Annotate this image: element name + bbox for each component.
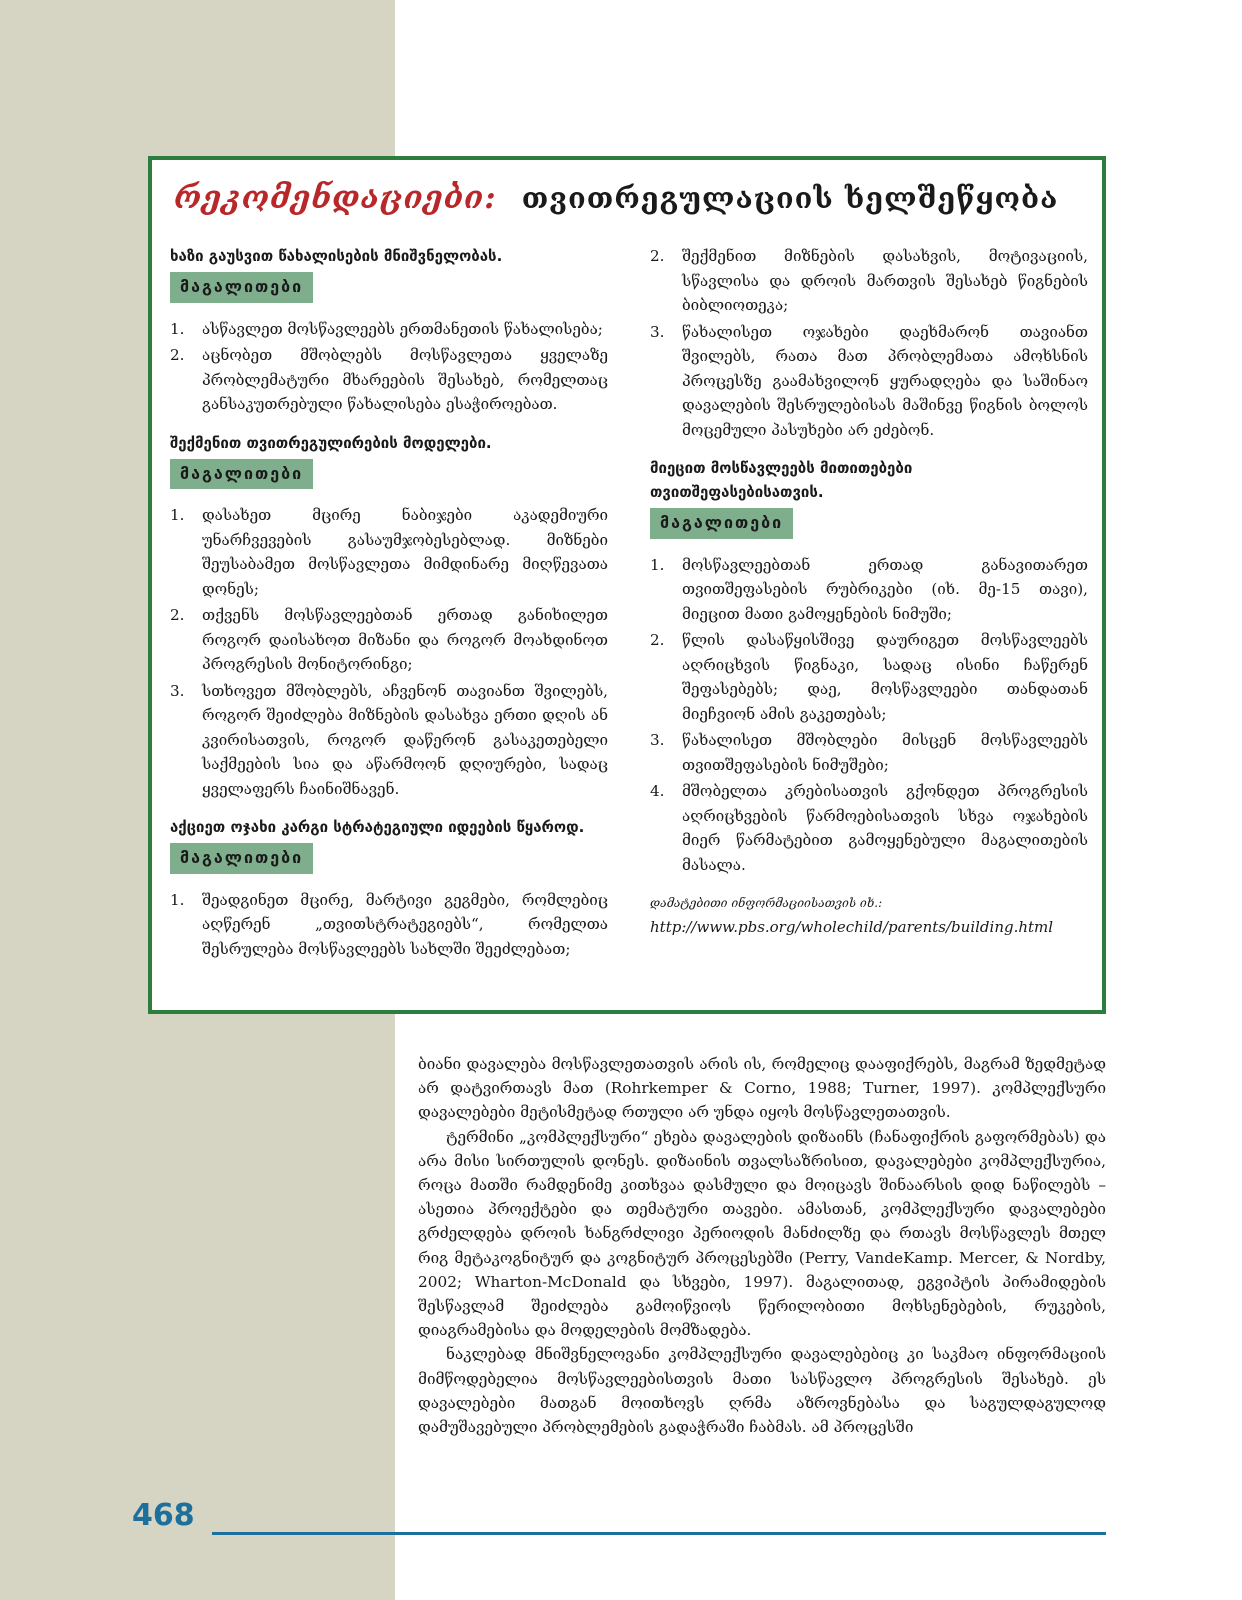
examples-list [170, 503, 608, 801]
examples-list [650, 553, 1088, 878]
section-heading: მიეცით მოსწავლეებს მითითებები თვითშეფასებისათვის. [650, 459, 913, 501]
item-number: 1. [170, 319, 185, 338]
item-text: წახალისეთ მშობლები მისცენ მოსწავლეებს თვითშეფასების ნიმუშები; [682, 731, 1088, 774]
examples-list [170, 888, 608, 962]
item-number: 4. [650, 782, 665, 800]
box-title-label: რეკომენდაციები: [174, 180, 497, 216]
examples-badge: მაგალითები [170, 843, 313, 874]
item-number: 2. [170, 606, 185, 624]
page-footer-rule [212, 1532, 1106, 1535]
more-info-note [650, 891, 1088, 940]
examples-badge: მაგალითები [170, 272, 313, 303]
box-title-topic: თვითრეგულაციის ხელშეწყობა [521, 181, 1059, 215]
section-heading: შექმენით თვითრეგულირების მოდელები. [170, 433, 492, 452]
item-number: 3. [650, 731, 665, 749]
body-text [418, 1052, 1106, 1439]
list-item [650, 628, 1088, 726]
examples-list-continued [650, 244, 1088, 442]
list-item [650, 728, 1088, 777]
item-number: 3. [170, 681, 185, 700]
item-text: წლის დასაწყისშივე დაურიგეთ მოსწავლეებს აღრიცხვის წიგნაკი, სადაც ისინი ჩაწერენ შეფასებებს; დაე, მოსწავლეები თანდათან მიეჩვიონ ამის გაკეთებას; [682, 631, 1088, 723]
list-item [170, 503, 608, 601]
list-item [170, 679, 608, 802]
page-number: 468 [132, 1498, 195, 1533]
item-number: 1. [170, 890, 185, 909]
list-item [170, 343, 608, 417]
item-number: 2. [650, 631, 665, 649]
more-info-link[interactable]: http://www.pbs.org/wholechild/parents/building.html [650, 918, 1054, 936]
item-number: 1. [650, 555, 665, 574]
item-text: მშობელთა კრებისათვის გქონდეთ პროგრესის აღრიცხვების წარმოებისათვის სხვა ოჯახების მიერ წარმატებით გამოყენებული მაგალითების მასალა. [682, 782, 1088, 874]
item-number: 2. [170, 346, 185, 364]
body-paragraph: ბიანი დავალება მოსწავლეთათვის არის ის, რომელიც დააფიქრებს, მაგრამ ზედმეტად არ დატვირთავს მათ (Rohrkemper & Corno, 1988; Turner, 1997). კომპლექსური დავალებები მეტისმეტად რთული არ უნდა იყოს მოსწავლეთათვის. [418, 1055, 1106, 1122]
list-item [650, 553, 1088, 627]
item-text: შექმენით მიზნების დასახვის, მოტივაციის, სწავლისა და დროის მართვის შესახებ წიგნების ბიბლიოთეკა; [682, 247, 1088, 314]
left-column [170, 244, 608, 975]
examples-badge: მაგალითები [170, 459, 313, 490]
examples-list [170, 317, 608, 417]
section-heading: აქციეთ ოჯახი კარგი სტრატეგიული იდეების წყაროდ. [170, 818, 585, 836]
list-item [170, 317, 608, 342]
examples-badge: მაგალითები [650, 508, 793, 539]
item-number: 2. [650, 247, 665, 265]
list-item [650, 320, 1088, 443]
box-title [174, 180, 1058, 216]
list-item [650, 779, 1088, 877]
body-paragraph: ნაკლებად მნიშვნელოვანი კომპლექსური დავალებებიც კი საკმაო ინფორმაციის მიმწოდებელია მოსწავლეებისთვის მათი სასწავლო პროგრესის შესახებ. ეს დავალებები მათგან მოითხოვს ღრმა აზროვნებასა და საგულდაგულოდ დამუშავებული პრობლემების გადაჭრაში ჩაბმას. ამ პროცესში [418, 1345, 1106, 1437]
item-number: 1. [170, 506, 185, 524]
right-column [650, 244, 1088, 940]
recommendations-box [148, 156, 1106, 1014]
item-text: დასახეთ მცირე ნაბიჯები აკადემიური უნარჩვევების გასაუმჯობესებლად. მიზნები შეუსაბამეთ მოსწავლეთა მიმდინარე მიღწევათა დონეს; [202, 506, 608, 598]
list-item [170, 603, 608, 677]
list-item [650, 244, 1088, 318]
list-item [170, 888, 608, 962]
item-text: წახალისეთ ოჯახები დაეხმარონ თავიანთ შვილებს, რათა მათ პრობლემათა ამოხსნის პროცესზე გაამახვილონ ყურადღება და საშინაო დავალების შესრულებისას მაშინვე წიგნის ბოლოს მოცემული პასუხები არ ეძებონ. [682, 322, 1088, 439]
body-paragraph: ტერმინი „კომპლექსური“ ეხება დავალების დიზაინს (ჩანაფიქრის გაფორმებას) და არა მისი სირთულის დონეს. დიზაინის თვალსაზრისით, დავალებები კომპლექსურია, როცა მათში რამდენიმე კითხვაა დასმული და მოიცავს შინაარსის დიდ ნაწილებს – ასეთია პროექტები და თემატური თავები. ამასთან, კომპლექსური დავალებები გრძელდება დროის ხანგრძლივი პერიოდის მანძილზე და რთავს მოსწავლეს მთელ რიგ მეტაკოგნიტურ და კოგნიტურ პროცესებში (Perry, VandeKamp. Mercer, & Nordby, 2002; Wharton-McDonald და სხვები, 1997). მაგალითად, ეგვიპტის პირამიდების შესწავლამ შეიძლება გამოიწვიოს წერილობითი მოხსენებების, რუკების, დიაგრამებისა და მოდელების მომზადება. [418, 1127, 1106, 1340]
item-text: შეადგინეთ მცირე, მარტივი გეგმები, რომლებიც აღწერენ „თვითსტრატეგიებს“, რომელთა შესრულება მოსწავლეებს სახლში შეეძლებათ; [202, 890, 608, 958]
item-text: ასწავლეთ მოსწავლეებს ერთმანეთის წახალისება; [202, 319, 603, 338]
section-heading: ხაზი გაუსვით წახალისების მნიშვნელობას. [170, 247, 503, 265]
item-number: 3. [650, 322, 665, 341]
more-info-label: დამატებითი ინფორმაციისათვის იხ.: [650, 896, 883, 910]
item-text: აცნობეთ მშობლებს მოსწავლეთა ყველაზე პრობლემატური მხარეების შესახებ, რომელთაც განსაკუთრებული წახალისება ესაჭიროებათ. [202, 346, 608, 413]
item-text: სთხოვეთ მშობლებს, აჩვენონ თავიანთ შვილებს, როგორ შეიძლება მიზნების დასახვა ერთი დღის ან კვირისათვის, როგორ დაწერონ გასაკეთებელი საქმეების სია და აწარმოონ დღიურები, სადაც ყველაფერს ჩაინიშნავენ. [202, 681, 608, 798]
item-text: თქვენს მოსწავლეებთან ერთად განიხილეთ როგორ დაისახოთ მიზანი და როგორ მოახდინოთ პროგრესის მონიტორინგი; [202, 606, 608, 673]
item-text: მოსწავლეებთან ერთად განავითარეთ თვითშეფასების რუბრიკები (იხ. მე-15 თავი), მიეცით მათი გამოყენების ნიმუში; [682, 555, 1088, 623]
